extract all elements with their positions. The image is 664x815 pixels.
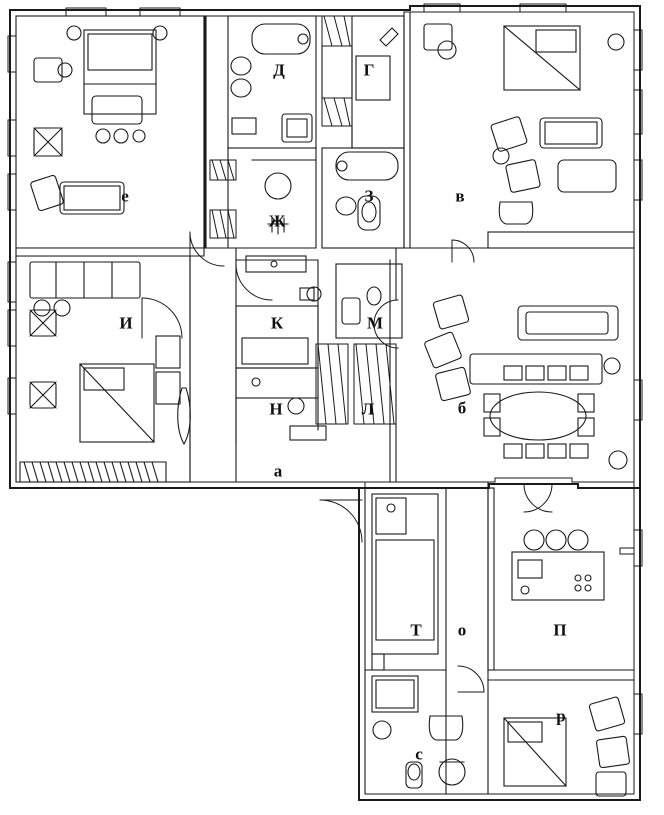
- sinks-d: [231, 57, 312, 142]
- room-z-walls: [322, 148, 404, 248]
- room-zh-walls: [228, 148, 316, 272]
- room-label-v: в: [455, 186, 465, 206]
- room-t-furniture: [372, 494, 438, 670]
- room-label-n: Н: [269, 399, 283, 419]
- room-label-p: П: [553, 620, 567, 640]
- room-label-g: Г: [363, 60, 375, 80]
- hall-a-walls: [206, 248, 318, 482]
- bed-room-e: [67, 26, 167, 143]
- room-k-walls: [236, 287, 326, 444]
- room-label-zh: Ж: [268, 211, 286, 231]
- room-label-z: З: [364, 186, 374, 206]
- room-label-r: р: [556, 706, 566, 726]
- room-label-i: И: [119, 313, 133, 333]
- room-p-furniture: [488, 488, 604, 670]
- room-label-a: а: [273, 461, 283, 481]
- room-label-l: Л: [361, 399, 375, 419]
- room-i-walls: [16, 248, 204, 482]
- plan-geometry: [8, 4, 642, 800]
- room-label-s: с: [415, 744, 423, 764]
- bathtub-d: [252, 24, 310, 54]
- vase-hall: [178, 388, 191, 444]
- furniture-room-v: [424, 24, 634, 248]
- room-label-e: е: [121, 186, 129, 206]
- room-label-b: б: [457, 398, 467, 418]
- room-label-k: К: [270, 313, 284, 333]
- lower-block-walls: [365, 482, 634, 794]
- outer-walls-inner: [16, 12, 634, 794]
- room-label-d: Д: [273, 60, 285, 80]
- room-label-t: Т: [410, 620, 422, 640]
- room-r-furniture: [504, 696, 630, 796]
- room-e-walls: [16, 16, 206, 248]
- bed-room-i: [80, 336, 180, 442]
- room-s-furniture: [372, 676, 465, 788]
- room-label-o: о: [457, 620, 467, 640]
- room-g-walls: [322, 16, 404, 148]
- door-arcs: [142, 232, 552, 692]
- room-label-m: М: [366, 313, 384, 333]
- room-b-walls: [390, 248, 396, 482]
- furniture-room-b: [424, 294, 627, 469]
- lower-right-windows: [620, 548, 634, 554]
- radiator-bottom-left: [20, 462, 166, 482]
- room-d-walls: [228, 16, 316, 148]
